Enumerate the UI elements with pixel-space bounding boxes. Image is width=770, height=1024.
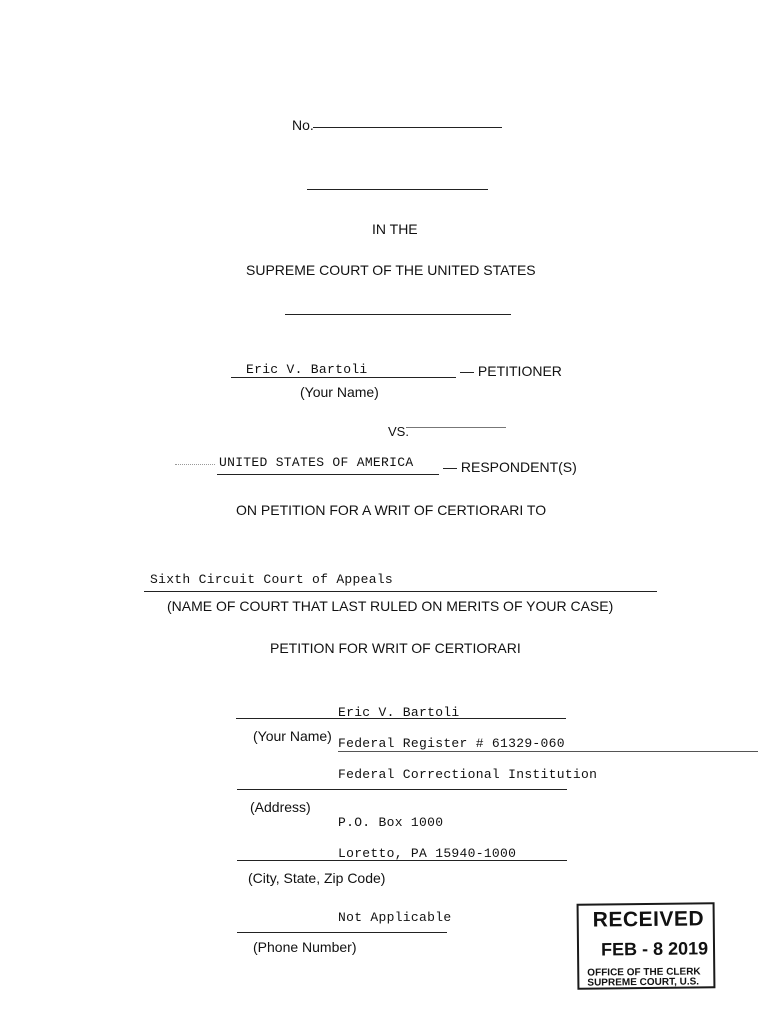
respondent-role: — RESPONDENT(S) <box>443 459 577 475</box>
petitioner-name-label: (Your Name) <box>300 384 379 400</box>
versus-text: VS. <box>388 424 409 439</box>
respondent-line <box>217 474 439 475</box>
versus-stroke <box>406 427 506 428</box>
in-the-text: IN THE <box>372 221 418 237</box>
institution-line <box>237 789 567 790</box>
petition-title: PETITION FOR WRIT OF CERTIORARI <box>270 640 521 656</box>
respondent-name: UNITED STATES OF AMERICA <box>219 455 414 470</box>
city-line <box>237 860 567 861</box>
court-title: SUPREME COURT OF THE UNITED STATES <box>246 262 536 278</box>
po-box: P.O. Box 1000 <box>338 815 444 830</box>
register-number: Federal Register # 61329-060 <box>338 736 565 751</box>
case-number-label: No. <box>292 117 314 133</box>
stamp-received: RECEIVED <box>592 907 705 932</box>
court-divider <box>285 314 511 315</box>
stamp-date: FEB - 8 2019 <box>600 938 709 960</box>
city-label: (City, State, Zip Code) <box>248 870 386 886</box>
on-petition-text: ON PETITION FOR A WRIT OF CERTIORARI TO <box>236 502 547 518</box>
lower-court-label: (NAME OF COURT THAT LAST RULED ON MERITS OF YOUR CASE) <box>167 598 614 614</box>
phone-line <box>237 932 447 933</box>
contact-name-label: (Your Name) <box>253 728 332 744</box>
header-divider <box>307 189 488 190</box>
petitioner-line <box>231 377 456 378</box>
phone-value: Not Applicable <box>338 910 452 925</box>
address-label: (Address) <box>250 799 311 815</box>
respondent-leader <box>175 464 215 465</box>
petitioner-role: — PETITIONER <box>460 363 562 379</box>
stamp-office-line2: SUPREME COURT, U.S. <box>587 976 700 989</box>
phone-label: (Phone Number) <box>253 939 357 955</box>
case-number-line <box>313 127 502 128</box>
stamp-office-line1: OFFICE OF THE CLERK <box>587 966 701 979</box>
contact-name-line <box>236 718 566 719</box>
petitioner-name: Eric V. Bartoli <box>246 362 368 377</box>
lower-court-line <box>144 591 657 592</box>
register-line <box>338 751 758 752</box>
lower-court-name: Sixth Circuit Court of Appeals <box>150 572 394 587</box>
institution-name: Federal Correctional Institution <box>338 767 598 782</box>
city-state-zip: Loretto, PA 15940-1000 <box>338 846 517 861</box>
stamp-office <box>587 967 701 988</box>
received-stamp <box>577 902 716 989</box>
contact-name-value: Eric V. Bartoli <box>338 705 460 720</box>
